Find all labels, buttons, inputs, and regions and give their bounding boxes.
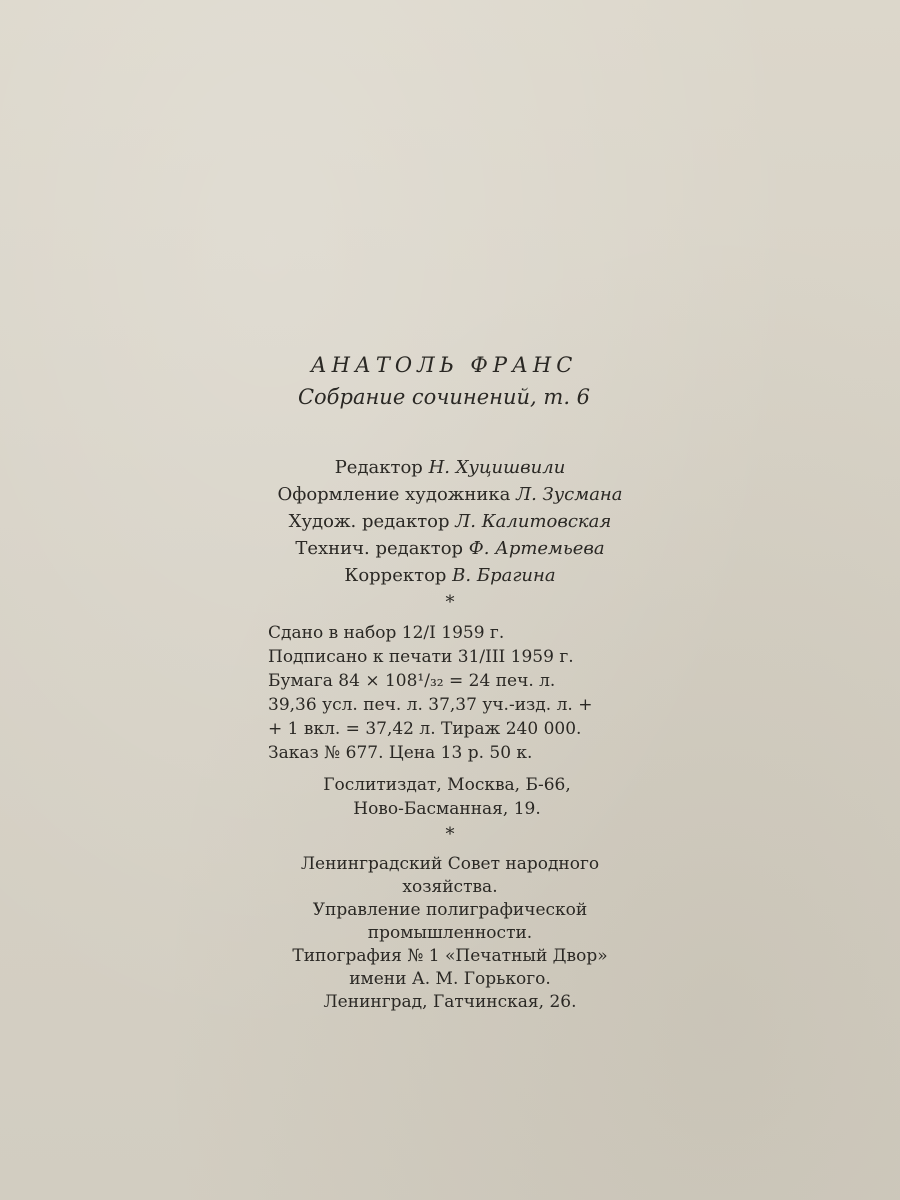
colophon [0,350,900,1014]
printer-line: имени А. М. Горького. [349,969,551,989]
credit-person: Н. Хуцишвили [428,457,566,478]
credit-proofreader [0,562,900,589]
print-detail-line: Заказ № 677. Цена 13 р. 50 к. [268,743,533,763]
print-detail-line: 39,36 усл. печ. л. 37,37 уч.-изд. л. + [268,695,593,715]
credit-role: Худож. редактор [288,511,450,532]
print-detail-line: Подписано к печати 31/III 1959 г. [268,647,574,667]
printer-line: Ленинград, Гатчинская, 26. [323,992,577,1012]
print-detail-line: Сдано в набор 12/I 1959 г. [268,623,505,643]
separator-star: * [445,824,455,845]
credit-designer [0,481,900,508]
author-name: АНАТОЛЬ ФРАНС [310,353,578,377]
print-detail-line: + 1 вкл. = 37,42 л. Тираж 240 000. [268,719,582,739]
printer-line: промышленности. [367,923,533,943]
work-title: Собрание сочинений, т. 6 [297,385,591,409]
publisher-line: Ново-Басманная, 19. [353,799,541,819]
credit-role: Технич. редактор [295,538,464,559]
credit-person: Л. Зусмана [516,484,623,505]
credit-person: Ф. Артемьева [468,538,605,559]
credit-person: В. Брагина [452,565,556,586]
print-detail-line: Бумага 84 × 108¹/₃₂ = 24 печ. л. [268,671,556,691]
printer-line: хозяйства. [402,877,498,897]
printer-line: Типография № 1 «Печатный Двор» [292,946,608,966]
credit-role: Корректор [344,565,447,586]
printer-line: Управление полиграфической [312,900,588,920]
credit-editor [0,454,900,481]
credit-role: Оформление художника [277,484,511,505]
publisher-address [0,773,900,821]
credit-role: Редактор [334,457,423,478]
credit-person: Л. Калитовская [455,511,612,532]
publisher-line: Гослитиздат, Москва, Б-66, [323,775,571,795]
credit-tech-editor [0,535,900,562]
credit-art-editor [0,508,900,535]
print-details [232,621,668,765]
printer-line: Ленинградский Совет народного [300,854,600,874]
credits-list [0,454,900,589]
separator-star: * [445,592,455,613]
printer-info [0,853,900,1014]
